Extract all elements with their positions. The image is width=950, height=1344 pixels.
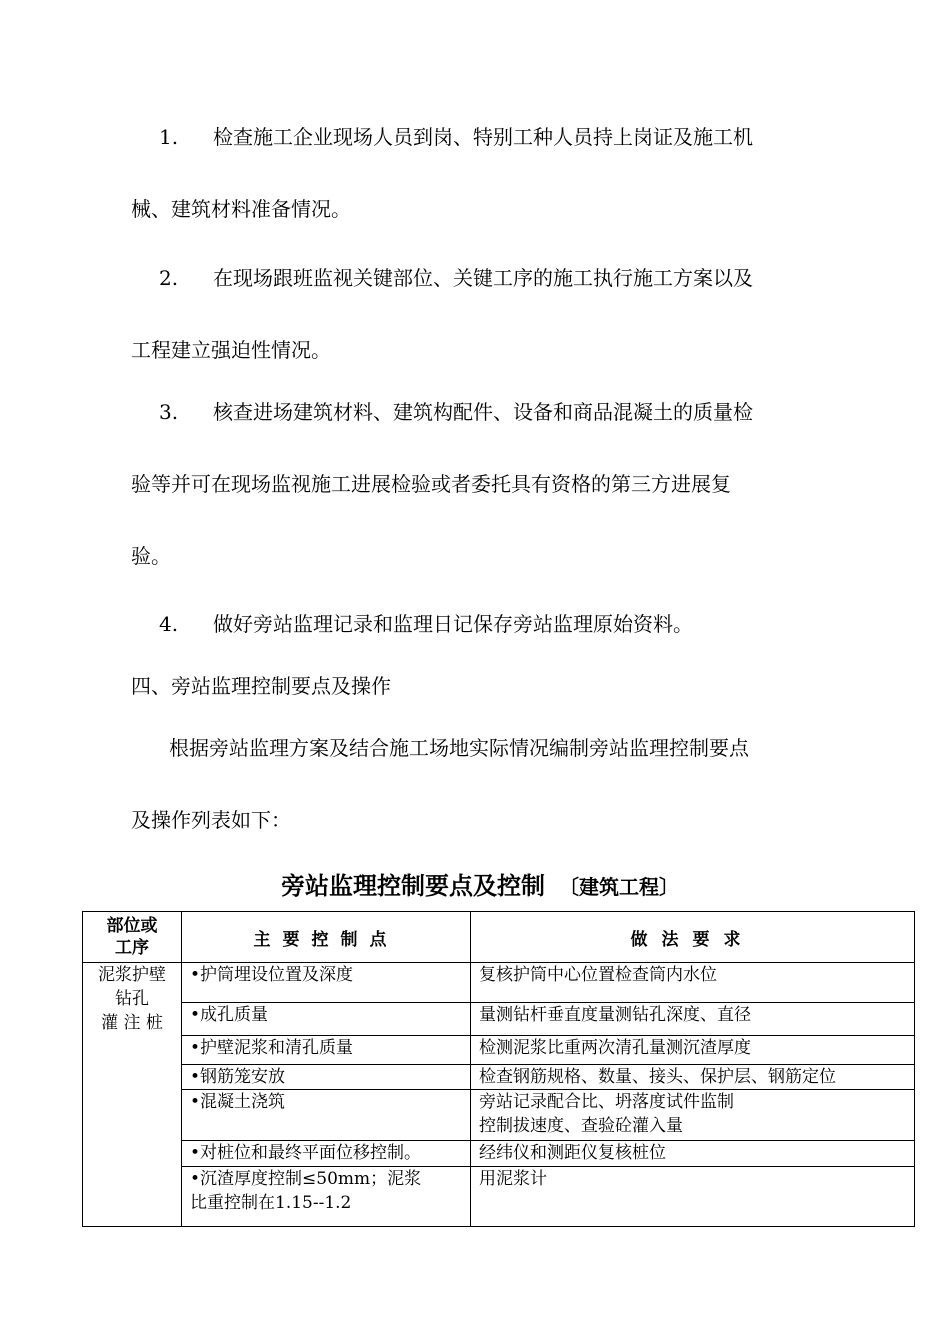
table-row	[83, 1167, 915, 1227]
table-row	[83, 1141, 915, 1167]
control-point-cell: •混凝土浇筑	[182, 1090, 471, 1141]
control-point-cell: •护筒埋设位置及深度	[182, 963, 471, 1003]
paragraph-1	[131, 101, 831, 245]
section-heading: 四、旁站监理控制要点及操作	[131, 674, 391, 698]
paragraph-text: 验。	[131, 544, 171, 568]
method-cell: 用泥浆计	[471, 1167, 915, 1227]
paragraph-text: 检查施工企业现场人员到岗、特别工种人员持上岗证及施工机	[213, 125, 753, 149]
paragraph-text: 做好旁站监理记录和监理日记保存旁站监理原始资料。	[213, 612, 693, 636]
method-cell: 经纬仪和测距仪复核桩位	[471, 1141, 915, 1167]
paragraph-text: 工程建立强迫性情况。	[131, 338, 331, 362]
part-line: 灌 注 桩	[101, 1013, 163, 1033]
item-number: 1.	[159, 125, 179, 149]
part-cell	[83, 963, 182, 1227]
method-cell: 量测钻杆垂直度量测钻孔深度、直径	[471, 1003, 915, 1036]
paragraph-text: 械、建筑材料准备情况。	[131, 197, 351, 221]
paragraph-2	[131, 242, 831, 386]
control-point-cell: •成孔质量	[182, 1003, 471, 1036]
paragraph-3	[131, 376, 831, 592]
part-line: 钻孔	[115, 989, 149, 1009]
method-line: 控制拔速度、查验砼灌入量	[479, 1116, 683, 1136]
method-cell	[471, 1090, 915, 1141]
method-cell: 检查钢筋规格、数量、接头、保护层、钢筋定位	[471, 1065, 915, 1090]
paragraph-text: 验等并可在现场监视施工进展检验或者委托具有资格的第三方进展复	[131, 472, 731, 496]
control-point-cell: •护壁泥浆和清孔质量	[182, 1036, 471, 1065]
part-line: 泥浆护壁	[98, 965, 166, 985]
method-cell: 检测泥浆比重两次清孔量测沉渣厚度	[471, 1036, 915, 1065]
point-line: 比重控制在1.15--1.2	[190, 1193, 352, 1213]
paragraph-text: 核查进场建筑材料、建筑构配件、设备和商品混凝土的质量检	[213, 400, 753, 424]
control-point-cell	[182, 1167, 471, 1227]
item-number: 3.	[159, 400, 179, 424]
table-row	[83, 1036, 915, 1065]
item-number: 4.	[159, 612, 179, 636]
paragraph-4	[131, 588, 831, 660]
control-point-cell: •钢筋笼安放	[182, 1065, 471, 1090]
table-row	[83, 1065, 915, 1090]
table-header-row	[83, 912, 915, 963]
header-points: 主要控制点	[182, 912, 471, 963]
table-title	[0, 866, 950, 907]
paragraph-text: 根据旁站监理方案及结合施工场地实际情况编制旁站监理控制要点	[169, 736, 749, 760]
table-row	[83, 1090, 915, 1141]
table-row	[83, 1003, 915, 1036]
item-number: 2.	[159, 266, 179, 290]
point-line: •沉渣厚度控制≤50mm；泥浆	[190, 1169, 422, 1189]
header-part	[83, 912, 182, 963]
header-part-line: 部位或	[106, 916, 158, 936]
header-part-line: 工序	[115, 938, 149, 958]
intro-paragraph	[131, 712, 831, 856]
paragraph-text: 在现场跟班监视关键部位、关键工序的施工执行施工方案以及	[213, 266, 753, 290]
paragraph-text: 及操作列表如下：	[131, 808, 291, 832]
control-point-cell: •对桩位和最终平面位移控制。	[182, 1141, 471, 1167]
table-row	[83, 963, 915, 1003]
table-title-sub: 〔建筑工程〕	[559, 875, 679, 899]
header-methods: 做法要求	[471, 912, 915, 963]
table-title-main: 旁站监理控制要点及控制	[281, 872, 545, 900]
method-cell: 复核护筒中心位置检查筒内水位	[471, 963, 915, 1003]
control-table	[82, 911, 915, 1227]
method-line: 旁站记录配合比、坍落度试件监制	[479, 1092, 734, 1112]
